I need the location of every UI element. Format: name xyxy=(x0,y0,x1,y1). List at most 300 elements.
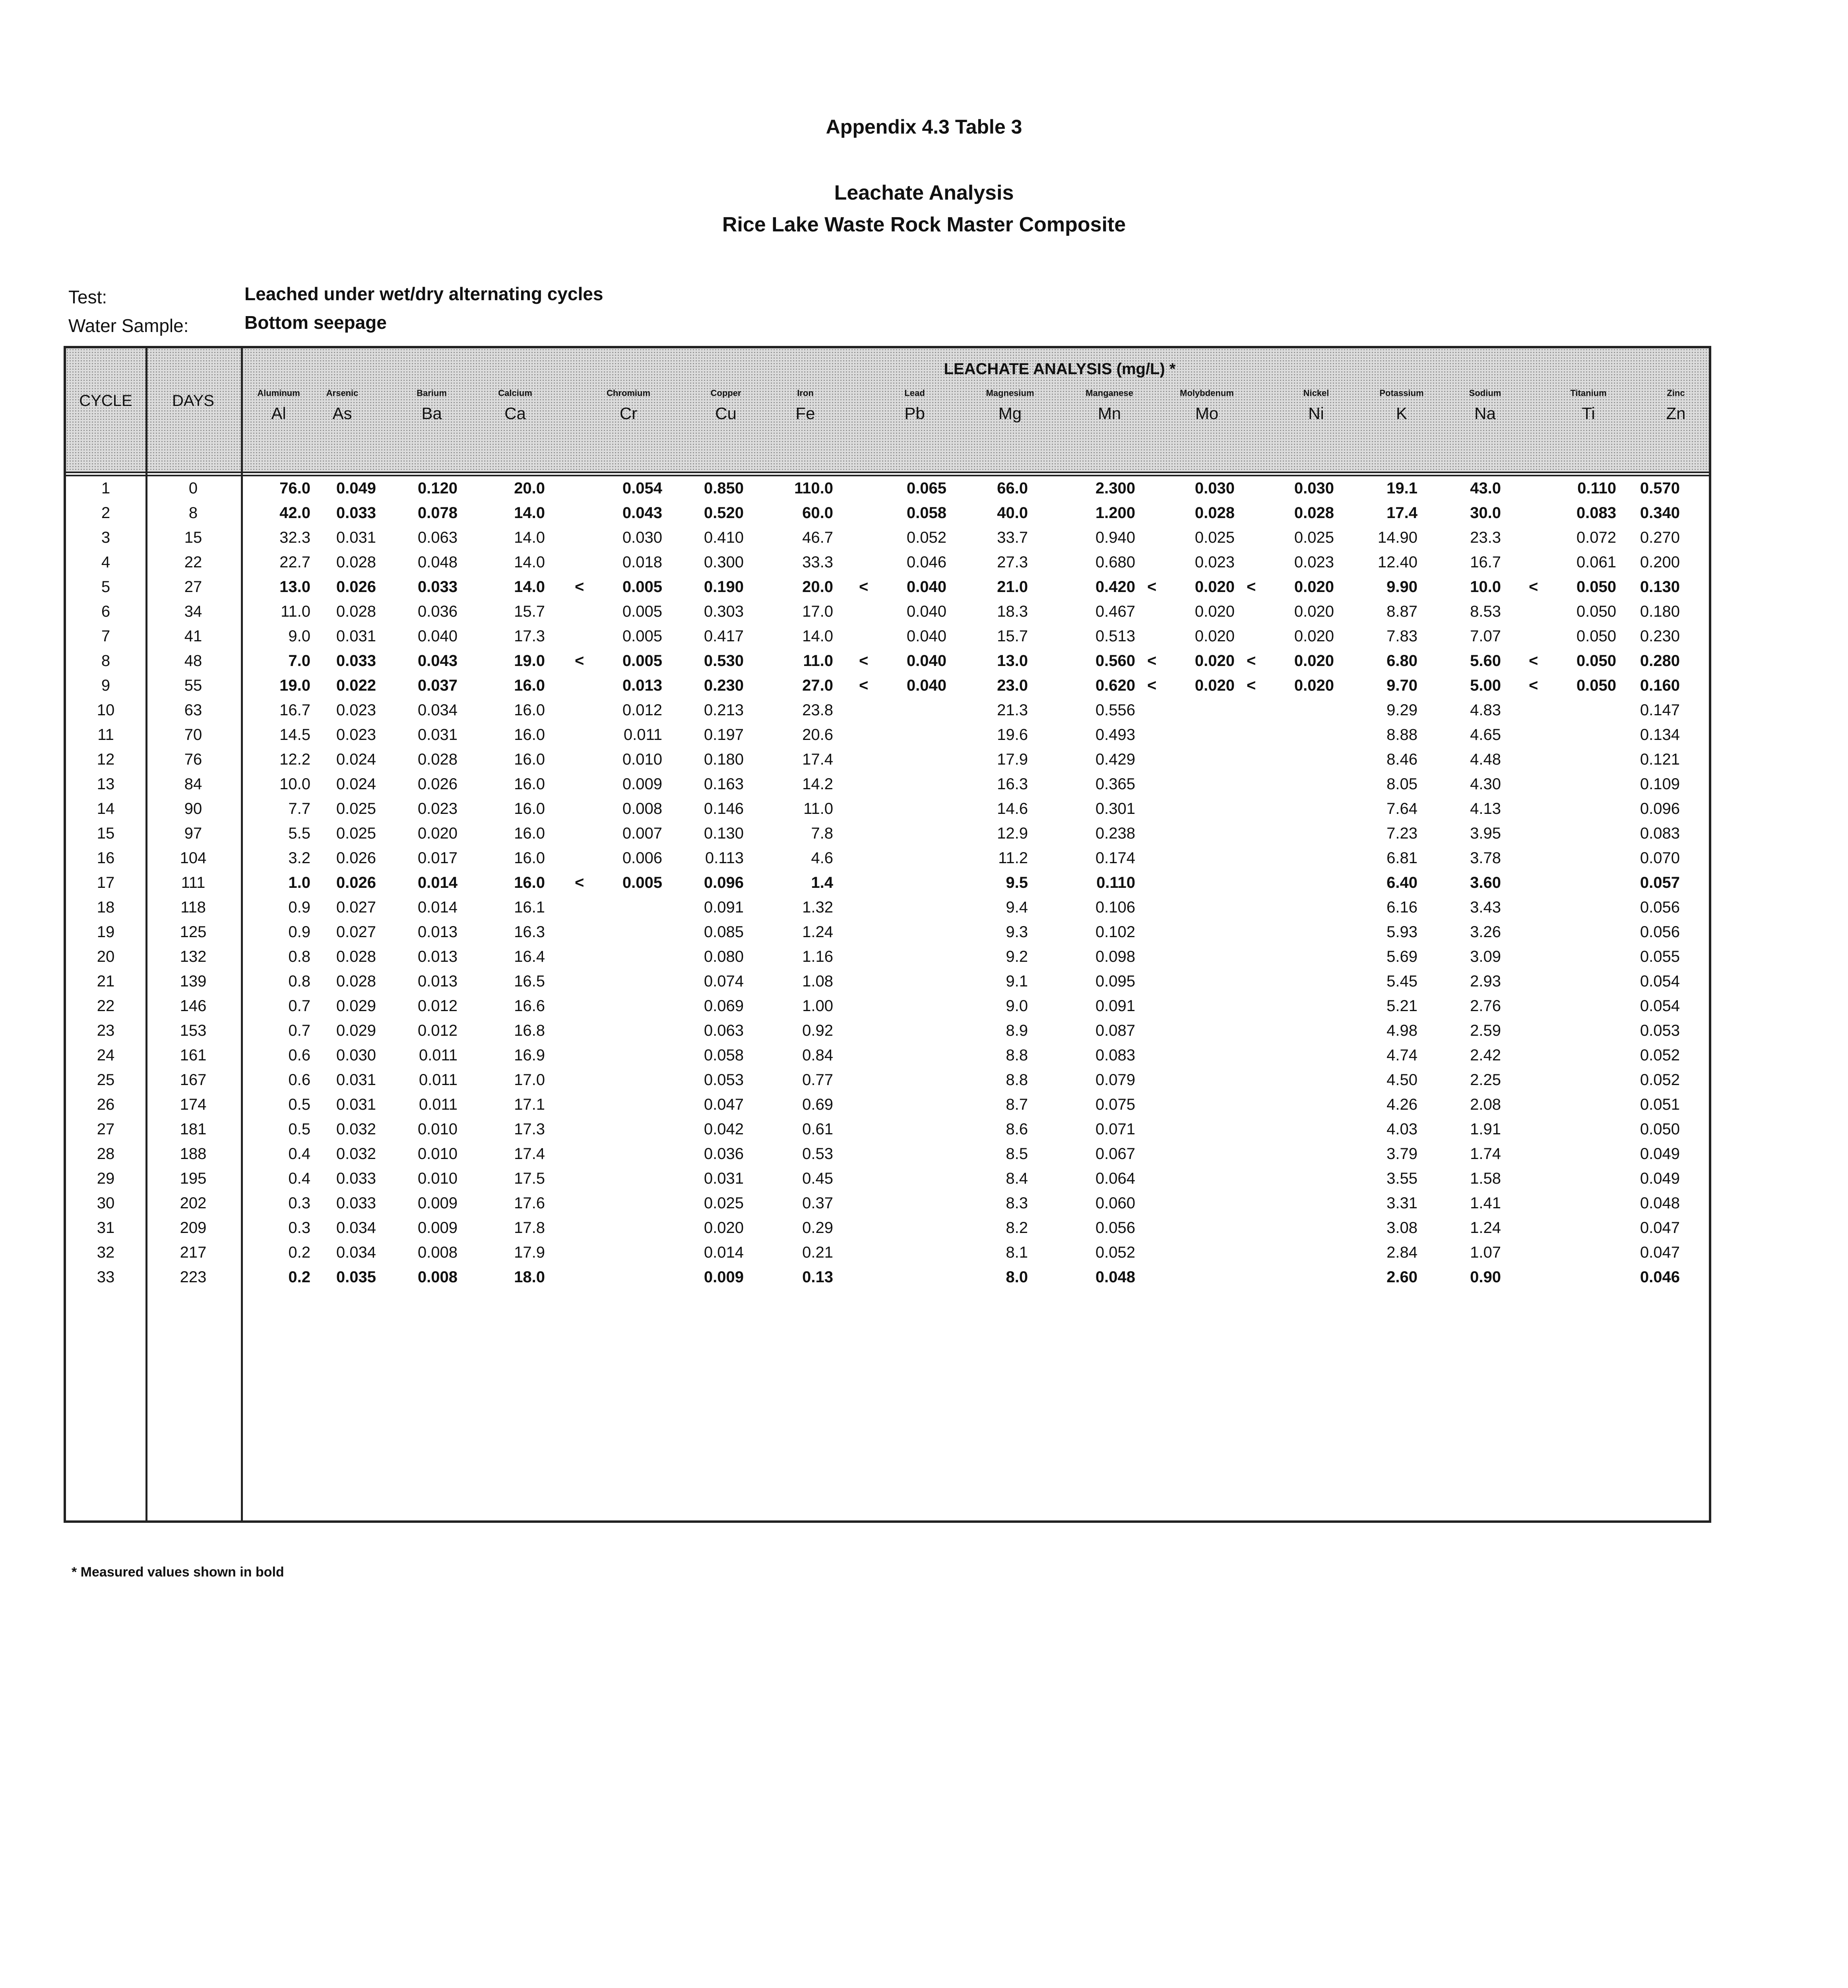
value-na: 3.60 xyxy=(1470,874,1501,891)
value-as: 0.034 xyxy=(336,1219,376,1237)
value-zn: 0.070 xyxy=(1640,849,1680,867)
days-cell: 181 xyxy=(180,1120,207,1138)
value-cr: 0.006 xyxy=(622,849,662,867)
days-cell: 195 xyxy=(180,1170,207,1187)
value-mn: 0.680 xyxy=(1095,553,1135,571)
value-al: 12.2 xyxy=(279,751,310,768)
value-al: 1.0 xyxy=(288,874,310,891)
value-mg: 14.6 xyxy=(997,800,1028,817)
value-as: 0.028 xyxy=(336,973,376,990)
document-title: Leachate Analysis xyxy=(834,181,1014,204)
value-cu: 0.058 xyxy=(704,1046,744,1064)
value-k: 9.70 xyxy=(1386,677,1418,694)
value-ca: 16.8 xyxy=(514,1022,545,1039)
value-zn: 0.130 xyxy=(1640,578,1680,596)
value-cu: 0.053 xyxy=(704,1071,744,1089)
value-cu: 0.113 xyxy=(705,849,744,867)
element-symbol-pb: Pb xyxy=(904,404,925,423)
value-mn: 0.420 xyxy=(1095,578,1135,596)
value-k: 7.23 xyxy=(1386,825,1418,842)
less-than-marker: < xyxy=(859,677,869,694)
value-cr: 0.005 xyxy=(622,627,662,645)
value-mg: 11.2 xyxy=(998,849,1028,867)
element-symbol-k: K xyxy=(1396,404,1407,423)
cycle-cell: 19 xyxy=(97,923,115,941)
value-cu: 0.085 xyxy=(704,923,744,941)
value-zn: 0.270 xyxy=(1640,529,1680,546)
value-ni: 0.030 xyxy=(1294,480,1334,497)
value-as: 0.022 xyxy=(336,677,376,694)
value-ba: 0.008 xyxy=(417,1244,458,1261)
cycle-cell: 27 xyxy=(97,1120,115,1138)
value-k: 6.40 xyxy=(1386,874,1418,891)
value-ca: 14.0 xyxy=(514,504,545,522)
value-ti: 0.083 xyxy=(1576,504,1616,522)
value-zn: 0.049 xyxy=(1640,1145,1680,1163)
value-fe: 20.0 xyxy=(802,578,833,596)
value-al: 0.2 xyxy=(288,1268,310,1286)
value-cu: 0.530 xyxy=(704,652,744,670)
value-cu: 0.213 xyxy=(704,701,744,719)
value-zn: 0.047 xyxy=(1640,1219,1680,1237)
value-ca: 17.3 xyxy=(514,1120,545,1138)
days-cell: 90 xyxy=(184,800,202,817)
value-ba: 0.009 xyxy=(417,1219,458,1237)
value-cu: 0.197 xyxy=(704,726,744,744)
value-zn: 0.160 xyxy=(1640,677,1680,694)
value-na: 43.0 xyxy=(1470,480,1501,497)
value-k: 3.79 xyxy=(1386,1145,1418,1163)
value-ti: 0.050 xyxy=(1576,652,1616,670)
value-al: 32.3 xyxy=(279,529,310,546)
value-na: 1.24 xyxy=(1470,1219,1501,1237)
value-mn: 0.098 xyxy=(1095,948,1135,965)
value-ca: 19.0 xyxy=(514,652,545,670)
value-na: 2.93 xyxy=(1470,973,1501,990)
value-as: 0.024 xyxy=(336,775,376,793)
value-mg: 9.1 xyxy=(1006,973,1028,990)
value-cu: 0.096 xyxy=(704,874,744,891)
value-ni: 0.028 xyxy=(1294,504,1334,522)
element-name-mn: Manganese xyxy=(1086,388,1133,398)
value-na: 3.26 xyxy=(1470,923,1501,941)
days-cell: 132 xyxy=(180,948,207,965)
value-mg: 8.1 xyxy=(1006,1244,1028,1261)
value-k: 4.50 xyxy=(1386,1071,1418,1089)
value-mg: 8.2 xyxy=(1006,1219,1028,1237)
cycle-cell: 29 xyxy=(97,1170,115,1187)
value-as: 0.031 xyxy=(336,1096,376,1113)
value-as: 0.031 xyxy=(336,627,376,645)
value-cu: 0.300 xyxy=(704,553,744,571)
value-pb: 0.040 xyxy=(906,652,946,670)
value-ba: 0.010 xyxy=(417,1120,458,1138)
value-fe: 0.69 xyxy=(802,1096,833,1113)
days-cell: 15 xyxy=(184,529,202,546)
cycle-cell: 14 xyxy=(97,800,115,817)
value-pb: 0.058 xyxy=(906,504,946,522)
element-name-na: Sodium xyxy=(1469,388,1501,398)
value-na: 1.91 xyxy=(1470,1120,1501,1138)
less-than-marker: < xyxy=(1147,652,1157,670)
value-fe: 1.16 xyxy=(802,948,833,965)
value-ca: 15.7 xyxy=(514,603,545,620)
value-ca: 16.5 xyxy=(514,973,545,990)
value-na: 2.25 xyxy=(1470,1071,1501,1089)
value-na: 4.13 xyxy=(1470,800,1501,817)
value-cu: 0.146 xyxy=(704,800,744,817)
value-ca: 20.0 xyxy=(514,480,545,497)
value-al: 19.0 xyxy=(279,677,310,694)
days-cell: 76 xyxy=(184,751,202,768)
cycle-cell: 3 xyxy=(101,529,111,546)
value-ti: 0.072 xyxy=(1576,529,1616,546)
value-na: 1.74 xyxy=(1470,1145,1501,1163)
value-ba: 0.012 xyxy=(417,997,458,1015)
value-cr: 0.011 xyxy=(623,726,662,744)
value-zn: 0.051 xyxy=(1640,1096,1680,1113)
value-ti: 0.110 xyxy=(1577,480,1616,497)
value-mo: 0.025 xyxy=(1195,529,1235,546)
value-fe: 1.08 xyxy=(802,973,833,990)
value-ca: 17.9 xyxy=(514,1244,545,1261)
value-ca: 14.0 xyxy=(514,529,545,546)
value-fe: 0.84 xyxy=(802,1046,833,1064)
value-as: 0.033 xyxy=(336,1170,376,1187)
value-na: 7.07 xyxy=(1470,627,1501,645)
value-zn: 0.056 xyxy=(1640,923,1680,941)
value-na: 3.09 xyxy=(1470,948,1501,965)
cycle-cell: 24 xyxy=(97,1046,115,1064)
value-cu: 0.130 xyxy=(704,825,744,842)
value-al: 0.3 xyxy=(288,1194,310,1212)
value-fe: 27.0 xyxy=(802,677,833,694)
cycle-cell: 9 xyxy=(101,677,111,694)
element-name-fe: Iron xyxy=(797,388,814,398)
cycle-cell: 21 xyxy=(97,973,115,990)
less-than-marker: < xyxy=(1147,677,1157,694)
value-fe: 0.61 xyxy=(802,1120,833,1138)
element-name-al: Aluminum xyxy=(257,388,300,398)
value-zn: 0.121 xyxy=(1640,751,1680,768)
value-mg: 8.4 xyxy=(1006,1170,1028,1187)
value-cu: 0.163 xyxy=(704,775,744,793)
value-k: 14.90 xyxy=(1377,529,1418,546)
value-ba: 0.014 xyxy=(417,874,458,891)
value-ti: 0.061 xyxy=(1576,553,1616,571)
cycle-cell: 16 xyxy=(97,849,115,867)
value-mg: 9.2 xyxy=(1006,948,1028,965)
value-as: 0.028 xyxy=(336,603,376,620)
value-zn: 0.052 xyxy=(1640,1046,1680,1064)
value-fe: 0.92 xyxy=(802,1022,833,1039)
value-ba: 0.033 xyxy=(417,578,458,596)
value-cr: 0.005 xyxy=(622,652,662,670)
value-al: 0.7 xyxy=(288,997,310,1015)
value-ba: 0.013 xyxy=(417,973,458,990)
value-as: 0.035 xyxy=(336,1268,376,1286)
value-zn: 0.054 xyxy=(1640,997,1680,1015)
value-cu: 0.850 xyxy=(704,480,744,497)
value-mn: 0.365 xyxy=(1095,775,1135,793)
value-ti: 0.050 xyxy=(1576,677,1616,694)
value-cu: 0.410 xyxy=(704,529,744,546)
value-as: 0.023 xyxy=(336,726,376,744)
value-ca: 16.0 xyxy=(514,726,545,744)
value-zn: 0.048 xyxy=(1640,1194,1680,1212)
value-mg: 8.3 xyxy=(1006,1194,1028,1212)
days-cell: 174 xyxy=(180,1096,207,1113)
less-than-marker: < xyxy=(1247,677,1256,694)
value-fe: 0.13 xyxy=(802,1268,833,1286)
value-pb: 0.065 xyxy=(906,480,946,497)
value-k: 9.90 xyxy=(1386,578,1418,596)
value-zn: 0.053 xyxy=(1640,1022,1680,1039)
value-na: 3.78 xyxy=(1470,849,1501,867)
value-al: 0.7 xyxy=(288,1022,310,1039)
value-k: 4.03 xyxy=(1386,1120,1418,1138)
value-ca: 16.0 xyxy=(514,701,545,719)
value-cr: 0.054 xyxy=(622,480,662,497)
element-symbol-mg: Mg xyxy=(998,404,1022,423)
value-ba: 0.028 xyxy=(417,751,458,768)
value-cr: 0.013 xyxy=(622,677,662,694)
value-as: 0.031 xyxy=(336,529,376,546)
value-as: 0.025 xyxy=(336,825,376,842)
value-zn: 0.134 xyxy=(1640,726,1680,744)
value-k: 4.98 xyxy=(1386,1022,1418,1039)
value-al: 42.0 xyxy=(279,504,310,522)
value-na: 23.3 xyxy=(1470,529,1501,546)
value-mn: 0.110 xyxy=(1096,874,1135,891)
value-k: 5.69 xyxy=(1386,948,1418,965)
value-ba: 0.036 xyxy=(417,603,458,620)
value-ca: 16.0 xyxy=(514,677,545,694)
value-as: 0.023 xyxy=(336,701,376,719)
value-na: 2.08 xyxy=(1470,1096,1501,1113)
value-mn: 0.052 xyxy=(1095,1244,1135,1261)
value-cr: 0.043 xyxy=(622,504,662,522)
days-cell: 55 xyxy=(184,677,202,694)
value-na: 0.90 xyxy=(1470,1268,1501,1286)
value-mn: 0.940 xyxy=(1095,529,1135,546)
value-al: 9.0 xyxy=(288,627,310,645)
value-na: 5.60 xyxy=(1470,652,1501,670)
element-name-pb: Lead xyxy=(904,388,925,398)
value-k: 6.81 xyxy=(1386,849,1418,867)
value-zn: 0.052 xyxy=(1640,1071,1680,1089)
value-ca: 16.0 xyxy=(514,751,545,768)
value-cr: 0.005 xyxy=(622,874,662,891)
cycle-cell: 32 xyxy=(97,1244,115,1261)
value-k: 12.40 xyxy=(1377,553,1418,571)
value-cr: 0.005 xyxy=(622,578,662,596)
value-ca: 17.1 xyxy=(514,1096,545,1113)
value-fe: 0.29 xyxy=(802,1219,833,1237)
value-zn: 0.109 xyxy=(1640,775,1680,793)
value-fe: 0.53 xyxy=(802,1145,833,1163)
value-zn: 0.096 xyxy=(1640,800,1680,817)
value-ni: 0.020 xyxy=(1294,652,1334,670)
value-mn: 0.106 xyxy=(1095,899,1135,916)
value-k: 8.87 xyxy=(1386,603,1418,620)
value-al: 3.2 xyxy=(288,849,310,867)
days-cell: 8 xyxy=(188,504,198,522)
value-as: 0.025 xyxy=(336,800,376,817)
value-fe: 1.24 xyxy=(802,923,833,941)
value-k: 7.64 xyxy=(1386,800,1418,817)
value-k: 8.88 xyxy=(1386,726,1418,744)
value-as: 0.027 xyxy=(336,899,376,916)
element-name-k: Potassium xyxy=(1379,388,1424,398)
value-ba: 0.011 xyxy=(419,1071,458,1089)
value-cu: 0.091 xyxy=(704,899,744,916)
appendix-title: Appendix 4.3 Table 3 xyxy=(826,116,1022,138)
value-ca: 18.0 xyxy=(514,1268,545,1286)
element-name-as: Arsenic xyxy=(326,388,359,398)
value-fe: 1.32 xyxy=(802,899,833,916)
value-mn: 0.620 xyxy=(1095,677,1135,694)
value-cu: 0.180 xyxy=(704,751,744,768)
days-cell: 223 xyxy=(180,1268,207,1286)
value-al: 0.8 xyxy=(288,973,310,990)
value-mn: 0.071 xyxy=(1095,1120,1135,1138)
value-cu: 0.069 xyxy=(704,997,744,1015)
value-as: 0.033 xyxy=(336,1194,376,1212)
value-as: 0.028 xyxy=(336,553,376,571)
value-na: 3.43 xyxy=(1470,899,1501,916)
element-symbol-ni: Ni xyxy=(1308,404,1324,423)
value-ni: 0.023 xyxy=(1294,553,1334,571)
value-as: 0.026 xyxy=(336,578,376,596)
element-symbol-zn: Zn xyxy=(1666,404,1686,423)
value-ba: 0.048 xyxy=(417,553,458,571)
days-cell: 111 xyxy=(181,874,206,891)
value-pb: 0.040 xyxy=(906,603,946,620)
value-al: 0.5 xyxy=(288,1096,310,1113)
value-ba: 0.026 xyxy=(417,775,458,793)
element-name-cu: Copper xyxy=(710,388,741,398)
value-ca: 17.6 xyxy=(514,1194,545,1212)
value-mg: 8.8 xyxy=(1006,1071,1028,1089)
value-al: 0.4 xyxy=(288,1145,310,1163)
value-na: 4.30 xyxy=(1470,775,1501,793)
value-ca: 16.0 xyxy=(514,849,545,867)
value-cu: 0.036 xyxy=(704,1145,744,1163)
test-label: Test: xyxy=(68,287,107,307)
value-as: 0.033 xyxy=(336,504,376,522)
days-header: DAYS xyxy=(172,392,214,410)
value-al: 22.7 xyxy=(279,553,310,571)
leachate-table xyxy=(64,346,1711,1523)
value-mg: 18.3 xyxy=(997,603,1028,620)
value-al: 0.5 xyxy=(288,1120,310,1138)
value-k: 3.31 xyxy=(1386,1194,1418,1212)
value-cu: 0.303 xyxy=(704,603,744,620)
less-than-marker: < xyxy=(1529,578,1538,596)
less-than-marker: < xyxy=(1247,578,1256,596)
sample-value: Bottom seepage xyxy=(244,312,387,333)
element-symbol-mo: Mo xyxy=(1195,404,1219,423)
value-zn: 0.570 xyxy=(1640,480,1680,497)
value-cu: 0.014 xyxy=(704,1244,744,1261)
value-ti: 0.050 xyxy=(1576,603,1616,620)
value-ca: 16.1 xyxy=(514,899,545,916)
cycle-cell: 23 xyxy=(97,1022,115,1039)
days-cell: 202 xyxy=(180,1194,207,1212)
less-than-marker: < xyxy=(575,652,584,670)
value-al: 7.7 xyxy=(288,800,310,817)
value-ca: 16.0 xyxy=(514,800,545,817)
cycle-cell: 17 xyxy=(97,874,115,891)
days-cell: 97 xyxy=(184,825,202,842)
value-ba: 0.031 xyxy=(417,726,458,744)
element-symbol-mn: Mn xyxy=(1098,404,1121,423)
value-al: 11.0 xyxy=(281,603,310,620)
value-na: 4.83 xyxy=(1470,701,1501,719)
value-mn: 1.200 xyxy=(1095,504,1135,522)
value-ca: 17.5 xyxy=(514,1170,545,1187)
value-cr: 0.010 xyxy=(622,751,662,768)
days-cell: 217 xyxy=(180,1244,207,1261)
value-mg: 8.7 xyxy=(1006,1096,1028,1113)
days-cell: 48 xyxy=(184,652,202,670)
less-than-marker: < xyxy=(575,874,584,891)
value-al: 0.2 xyxy=(288,1244,310,1261)
value-mg: 9.0 xyxy=(1006,997,1028,1015)
value-mn: 0.556 xyxy=(1095,701,1135,719)
value-k: 17.4 xyxy=(1386,504,1418,522)
value-al: 0.3 xyxy=(288,1219,310,1237)
value-na: 1.58 xyxy=(1470,1170,1501,1187)
value-ba: 0.034 xyxy=(417,701,458,719)
value-na: 2.42 xyxy=(1470,1046,1501,1064)
value-mn: 0.560 xyxy=(1095,652,1135,670)
value-zn: 0.056 xyxy=(1640,899,1680,916)
days-cell: 104 xyxy=(180,849,207,867)
days-cell: 167 xyxy=(180,1071,207,1089)
value-mn: 0.095 xyxy=(1095,973,1135,990)
value-as: 0.026 xyxy=(336,874,376,891)
value-mo: 0.020 xyxy=(1195,578,1235,596)
days-cell: 146 xyxy=(180,997,207,1015)
value-al: 16.7 xyxy=(279,701,310,719)
value-as: 0.034 xyxy=(336,1244,376,1261)
element-name-cr: Chromium xyxy=(607,388,650,398)
value-mn: 0.067 xyxy=(1095,1145,1135,1163)
cycle-cell: 31 xyxy=(97,1219,115,1237)
element-symbol-na: Na xyxy=(1474,404,1496,423)
value-al: 0.9 xyxy=(288,923,310,941)
value-mg: 66.0 xyxy=(997,480,1028,497)
value-as: 0.033 xyxy=(336,652,376,670)
value-mg: 15.7 xyxy=(997,627,1028,645)
days-cell: 125 xyxy=(180,923,207,941)
value-mn: 0.493 xyxy=(1095,726,1135,744)
value-k: 5.93 xyxy=(1386,923,1418,941)
cycle-cell: 30 xyxy=(97,1194,115,1212)
value-cu: 0.074 xyxy=(704,973,744,990)
cycle-cell: 12 xyxy=(97,751,115,768)
element-symbol-fe: Fe xyxy=(795,404,815,423)
element-symbol-al: Al xyxy=(271,404,286,423)
value-mg: 40.0 xyxy=(997,504,1028,522)
value-mn: 2.300 xyxy=(1095,480,1135,497)
value-mg: 23.0 xyxy=(997,677,1028,694)
value-mn: 0.075 xyxy=(1095,1096,1135,1113)
days-cell: 63 xyxy=(184,701,202,719)
value-ba: 0.012 xyxy=(417,1022,458,1039)
